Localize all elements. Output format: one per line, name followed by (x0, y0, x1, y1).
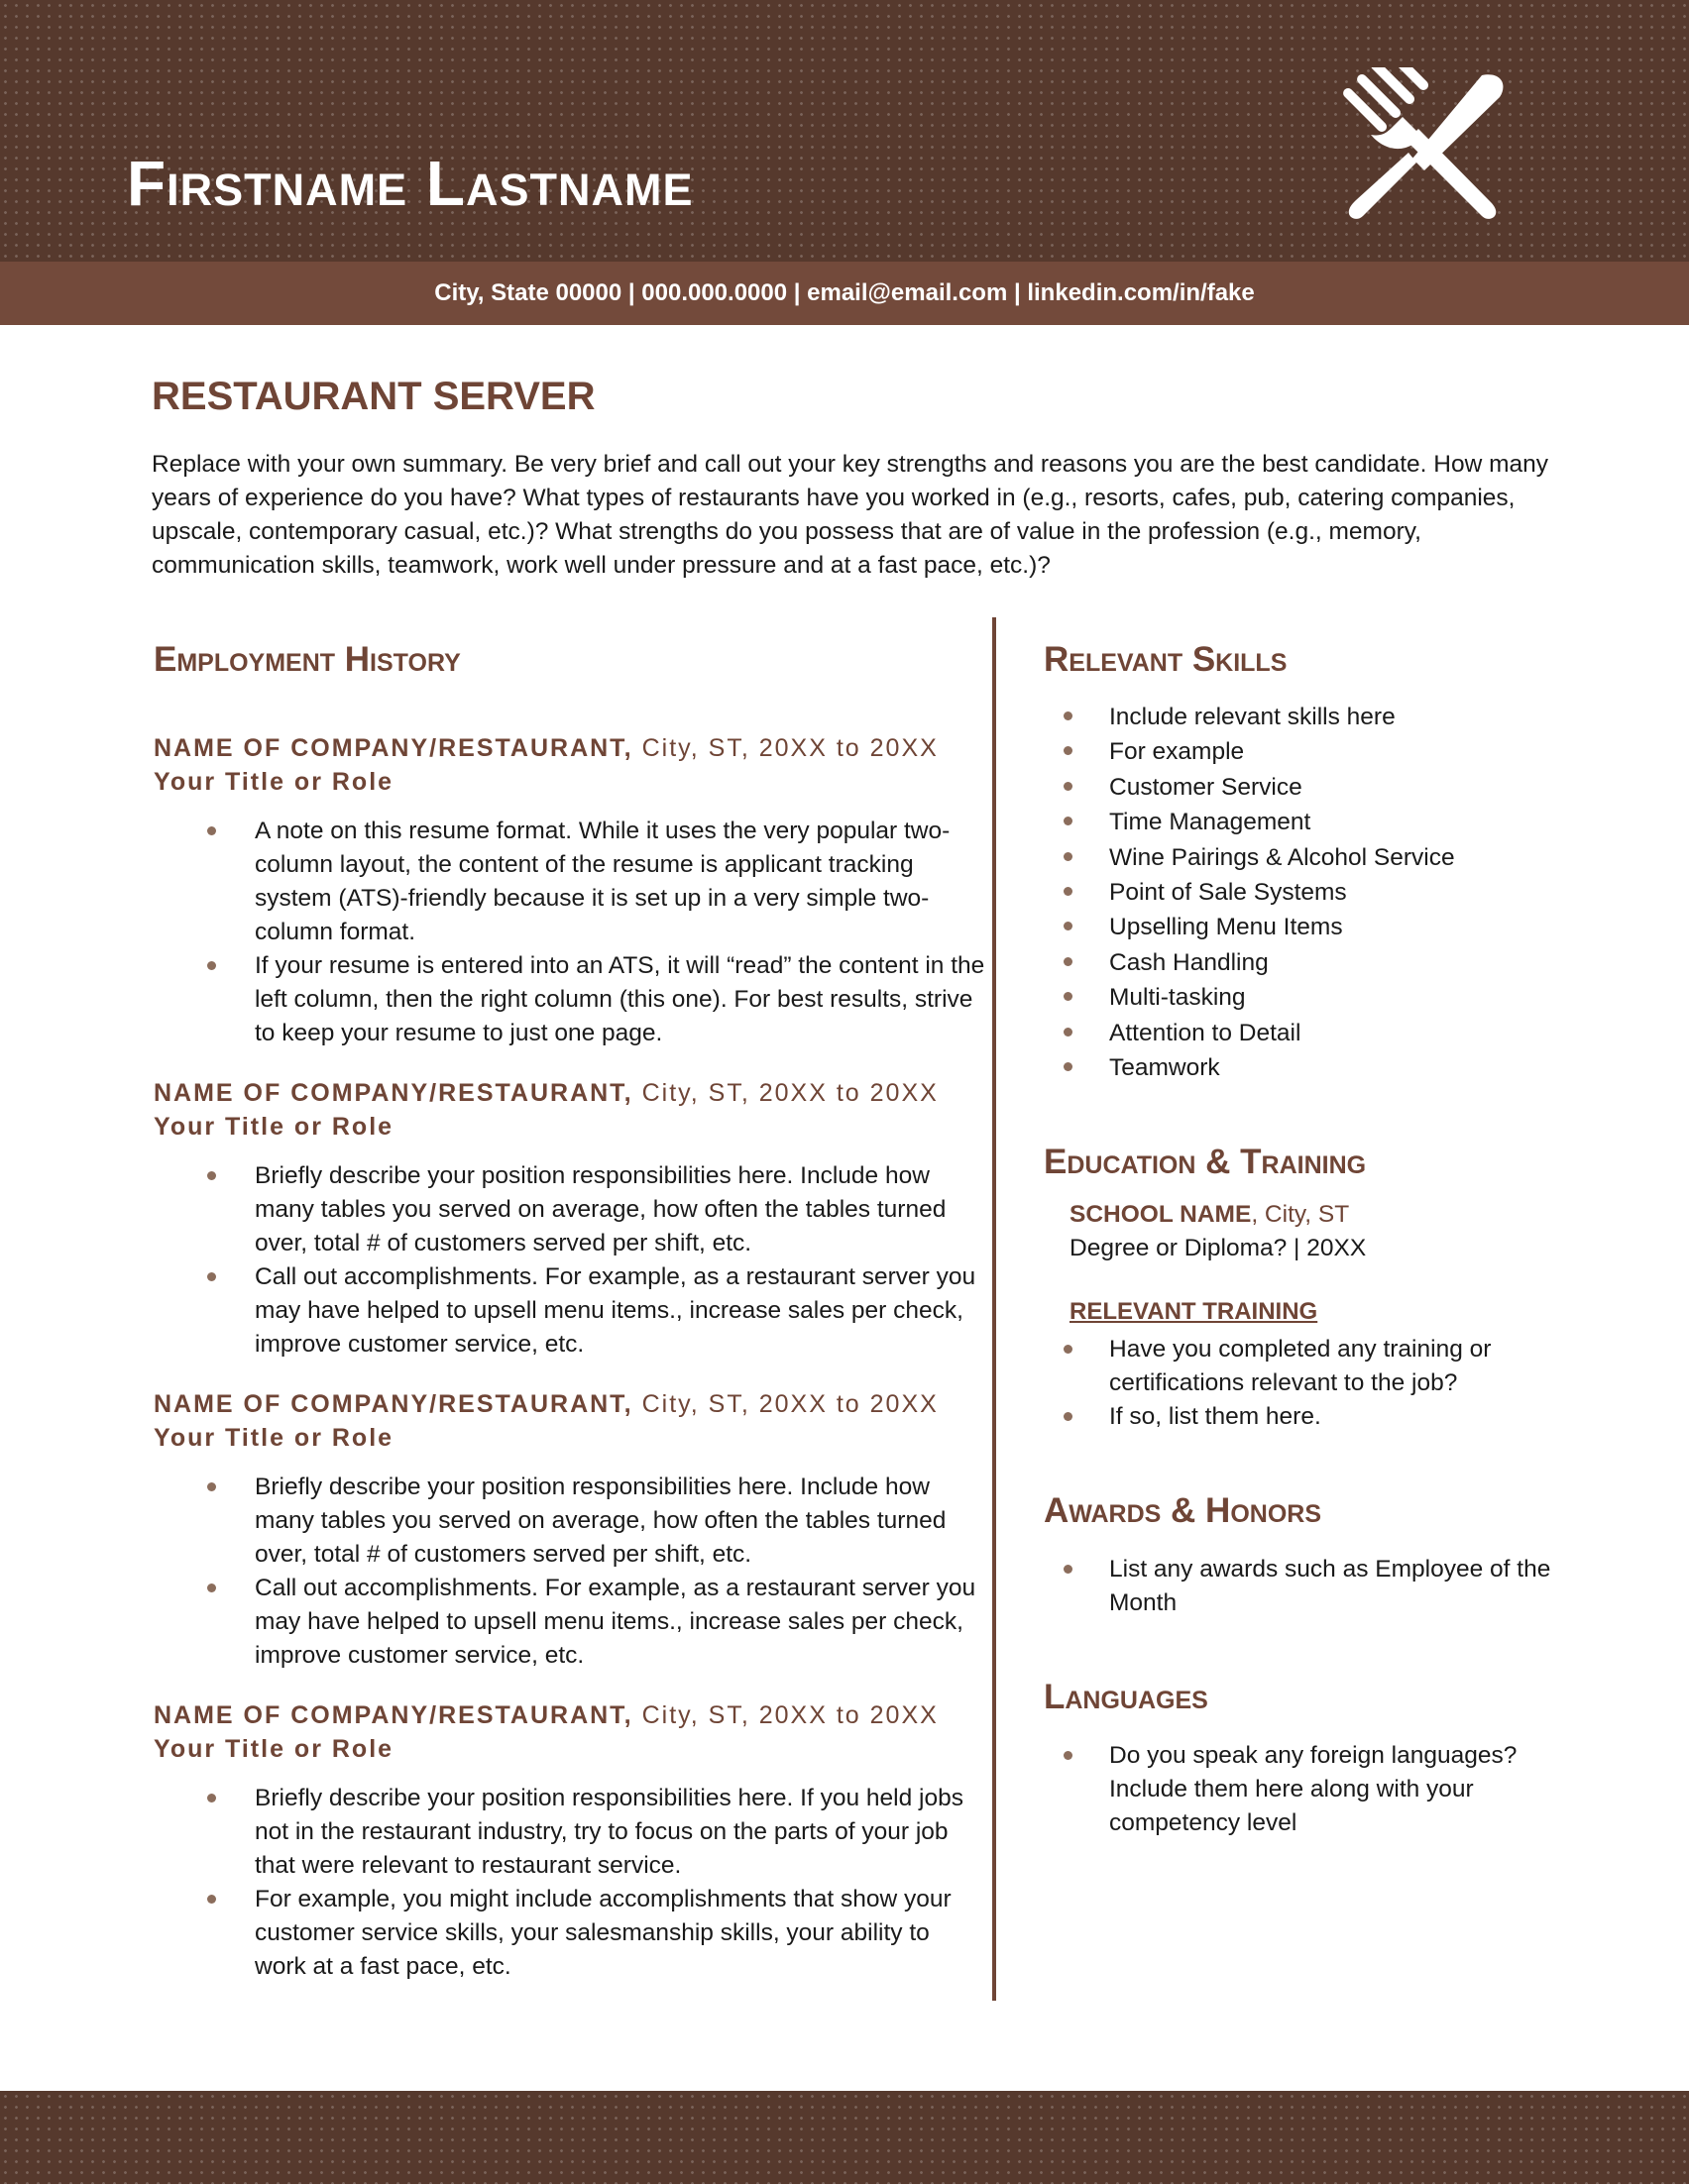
job-entry (154, 1387, 986, 1673)
job-header (154, 731, 986, 765)
degree-line: Degree or Diploma? | 20XX (1070, 1235, 1367, 1262)
list-item: List any awards such as Employee of the Month (1109, 1553, 1599, 1620)
school-name: SCHOOL NAME (1070, 1201, 1252, 1229)
employment-heading: Employment History (154, 640, 461, 679)
list-item: Do you speak any foreign languages? Include them here along with your competency level (1109, 1739, 1599, 1840)
list-item: For example (1109, 734, 1599, 769)
contact-info: City, State 00000 | 000.000.0000 | email@email.com | linkedin.com/in/fake (0, 262, 1689, 325)
right-column (1044, 632, 1599, 1840)
skills-section (1044, 632, 1599, 1085)
awards-section (1044, 1483, 1599, 1620)
job-bullets (154, 1471, 986, 1673)
job-entry (154, 1076, 986, 1362)
languages-heading: Languages (1044, 1678, 1208, 1717)
company-name: NAME OF COMPANY/RESTAURANT, (154, 1079, 633, 1107)
header-banner (0, 0, 1689, 262)
skills-heading: Relevant Skills (1044, 640, 1288, 679)
job-role: Your Title or Role (154, 768, 394, 796)
employment-section (154, 632, 986, 1984)
training-list (1044, 1333, 1599, 1434)
awards-heading: Awards & Honors (1044, 1491, 1322, 1531)
job-role: Your Title or Role (154, 1735, 394, 1763)
list-item: Wine Pairings & Alcohol Service (1109, 840, 1599, 875)
job-role: Your Title or Role (154, 1424, 394, 1452)
job-details: City, ST, 20XX to 20XX (632, 734, 939, 762)
job-bullets (154, 815, 986, 1050)
list-item: Have you completed any training or certifications relevant to the job? (1109, 1333, 1599, 1400)
list-item: Include relevant skills here (1109, 700, 1599, 734)
list-item: Teamwork (1109, 1050, 1599, 1085)
job-title: RESTAURANT SERVER (152, 375, 596, 418)
list-item: If so, list them here. (1109, 1400, 1599, 1434)
school-location: , City, ST (1251, 1201, 1350, 1229)
job-bullets (154, 1159, 986, 1362)
company-name: NAME OF COMPANY/RESTAURANT, (154, 1701, 633, 1729)
list-item: Point of Sale Systems (1109, 875, 1599, 910)
footer-banner (0, 2091, 1689, 2184)
company-name: NAME OF COMPANY/RESTAURANT, (154, 1390, 633, 1418)
list-item: Cash Handling (1109, 945, 1599, 980)
list-item: Call out accomplishments. For example, as a restaurant server you may have helped to upsell menu items., increase sales per check, improve customer service, etc. (255, 1260, 986, 1362)
education-entry (1044, 1198, 1599, 1329)
list-item: Call out accomplishments. For example, as a restaurant server you may have helped to upsell menu items., increase sales per check, improve customer service, etc. (255, 1572, 986, 1673)
list-item: Briefly describe your position responsibilities here. Include how many tables you served on average, how often the tables turned over, total # of customers served per shift, etc. (255, 1471, 986, 1572)
job-details: City, ST, 20XX to 20XX (632, 1390, 939, 1418)
company-name: NAME OF COMPANY/RESTAURANT, (154, 734, 633, 762)
education-section (1044, 1135, 1599, 1434)
languages-list (1044, 1739, 1599, 1840)
job-header (154, 1387, 986, 1421)
awards-list (1044, 1553, 1599, 1620)
list-item: Upselling Menu Items (1109, 910, 1599, 944)
list-item: Customer Service (1109, 770, 1599, 805)
summary-text: Replace with your own summary. Be very brief and call out your key strengths and reasons you are the best candidate. How many years of experience do you have? What types of restaurants have you worked in (e.g., resorts, cafes, pub, catering companies, upscale, contemporary casual, etc.)? What strengths do you possess that are of value in the profession (e.g., memory, communication skills, teamwork, work well under pressure and at a fast pace, etc.)? (152, 451, 1549, 579)
languages-section (1044, 1670, 1599, 1840)
list-item: For example, you might include accomplishments that show your customer service skills, your salesmanship skills, your ability to work at a fast pace, etc. (255, 1883, 986, 1984)
training-heading: RELEVANT TRAINING (1070, 1298, 1318, 1326)
school-line (1070, 1198, 1599, 1232)
job-entry (154, 731, 986, 1050)
fork-and-knife-icon (1333, 67, 1514, 226)
list-item: Briefly describe your position responsibilities here. Include how many tables you served on average, how often the tables turned over, total # of customers served per shift, etc. (255, 1159, 986, 1260)
list-item: Time Management (1109, 805, 1599, 839)
list-item: A note on this resume format. While it uses the very popular two-column layout, the content of the resume is applicant tracking system (ATS)-friendly because it is set up in a very simple two-column format. (255, 815, 986, 949)
job-role: Your Title or Role (154, 1113, 394, 1141)
list-item: Multi-tasking (1109, 980, 1599, 1015)
job-entry (154, 1698, 986, 1984)
skills-list (1044, 700, 1599, 1085)
job-bullets (154, 1782, 986, 1984)
candidate-name: Firstname Lastname (127, 148, 694, 219)
list-item: If your resume is entered into an ATS, it will “read” the content in the left column, then the right column (this one). For best results, strive to keep your resume to just one page. (255, 949, 986, 1050)
education-heading: Education & Training (1044, 1143, 1367, 1182)
job-details: City, ST, 20XX to 20XX (632, 1079, 939, 1107)
job-header (154, 1698, 986, 1732)
list-item: Briefly describe your position responsibilities here. If you held jobs not in the restaurant industry, try to focus on the parts of your job that were relevant to restaurant service. (255, 1782, 986, 1883)
column-divider (992, 617, 996, 2001)
job-header (154, 1076, 986, 1110)
job-details: City, ST, 20XX to 20XX (632, 1701, 939, 1729)
list-item: Attention to Detail (1109, 1016, 1599, 1050)
